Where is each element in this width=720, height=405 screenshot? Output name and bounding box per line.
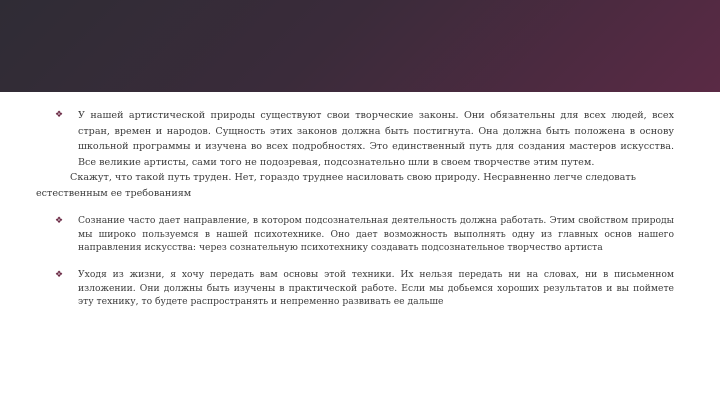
diamond-bullet-icon: ❖ (55, 216, 64, 226)
bullet-text-3: Уходя из жизни, я хочу передать вам основы этой техники. Их нельзя передать ни на словах, ни в письменном изложении. Они должны быть изучены в практической работе. Если мы добьемся хороших результатов и вы поймете эту технику, то будете распространять и непременно развивать ее дальше (78, 269, 674, 307)
bullet-text-2: Сознание часто дает направление, в котором подсознательная деятельность должна работать. Этим свойством природы мы широко пользуемся в нашей психотехнике. Оно дает возможность выполнять одну из главных основ нашего направления искусства: через сознательную психотехнику создавать подсознательное творчество артиста (78, 215, 674, 253)
slide-header (0, 0, 720, 92)
diamond-bullet-icon: ❖ (55, 270, 64, 280)
bullet-text-1: У нашей артистической природы существуют свои творческие законы. Они обязательны для всех людей, всех стран, времен и народов. Сущность этих законов должна быть постигнута. Она должна быть положена в основу школьной программы и изучена во всех подробностях. Это единственный путь для создания мастеров искусства. Все великие артисты, сами того не подозревая, подсознательно шли в своем творчестве этим путем. (78, 110, 674, 168)
diamond-bullet-icon: ❖ (55, 110, 64, 120)
body-paragraph: Скажут, что такой путь труден. Нет, гораздо труднее насиловать свою природу. Несравненно легче следовать естественным ее требованиям (36, 172, 636, 199)
title-block (90, 40, 650, 42)
